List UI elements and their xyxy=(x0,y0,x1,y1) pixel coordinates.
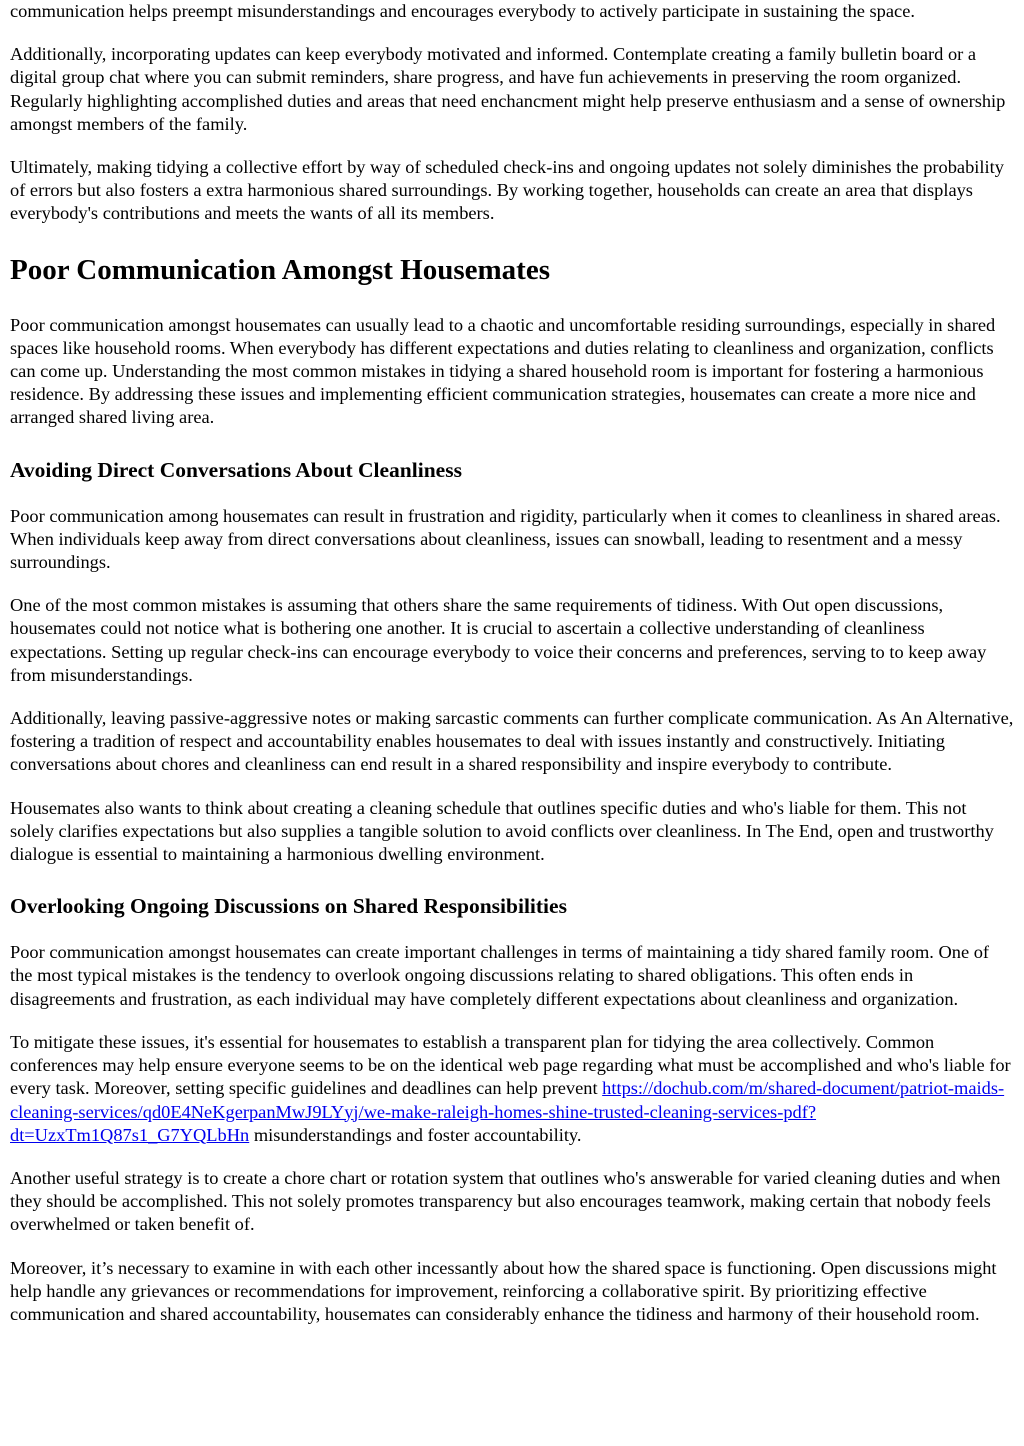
paragraph-overlook-2 xyxy=(10,1031,1014,1147)
paragraph-intro-continuation: communication helps preempt misunderstandings and encourages everybody to actively participate in sustaining the space. xyxy=(10,1,915,21)
paragraph-avoid-2: One of the most common mistakes is assuming that others share the same requirements of tidiness. With Out open discussions, housemates could not notice what is bothering one another. It is crucial to ascertain a collective understanding of cleanliness expectations. Setting up regular check-ins can encourage everybody to voice their concerns and preferences, serving to to keep away from misunderstandings. xyxy=(10,595,987,685)
paragraph-collective-effort: Ultimately, making tidying a collective effort by way of scheduled check-ins and ongoing updates not solely diminishes the probability of errors but also fosters a extra harmonious shared surroundings. By working together, households can create an area that displays everybody's contributions and meets the wants of all its members. xyxy=(10,157,1004,224)
paragraph-overlook-2-text-before: To mitigate these issues, it's essential for housemates to establish a transparent plan for tidying the area collectively. Common conferences may help ensure everyone seems to be on the identical web page regarding what must be accomplished and who's liable for every task. Moreover, setting specific guidelines and deadlines can help prevent xyxy=(10,1031,1011,1099)
paragraph-overlook-2-text-after: misunderstandings and foster accountability. xyxy=(249,1124,582,1145)
paragraph-updates: Additionally, incorporating updates can keep everybody motivated and informed. Contemplate creating a family bulletin board or a digital group chat where you can submit reminders, share progress, and have fun achievements in preserving the room organized. Regularly highlighting accomplished duties and areas that need enchancment might help preserve enthusiasm and a sense of ownership amongst members of the family. xyxy=(10,44,1006,134)
subheading-avoiding-direct-conversations: Avoiding Direct Conversations About Cleanliness xyxy=(10,457,462,482)
paragraph-poor-communication: Poor communication amongst housemates can usually lead to a chaotic and uncomfortable residing surroundings, especially in shared spaces like household rooms. When everybody has different expectations and duties relating to cleanliness and organization, conflicts can come up. Understanding the most common mistakes in tidying a shared household room is important for fostering a harmonious residence. By addressing these issues and implementing efficient communication strategies, housemates can create a more nice and arranged shared living area. xyxy=(10,314,996,428)
paragraph-avoid-1: Poor communication among housemates can result in frustration and rigidity, particularly when it comes to cleanliness in shared areas. When individuals keep away from direct conversations about cleanliness, issues can snowball, leading to resentment and a messy surroundings. xyxy=(10,505,1001,573)
paragraph-avoid-3: Additionally, leaving passive-aggressive notes or making sarcastic comments can further complicate communication. As An Alternative, fostering a tradition of respect and accountability enables housemates to deal with issues instantly and constructively. Initiating conversations about chores and cleanliness can end result in a shared responsibility and inspire everybody to contribute. xyxy=(10,708,1014,775)
paragraph-overlook-4: Moreover, it’s necessary to examine in with each other incessantly about how the shared space is functioning. Open discussions might help handle any grievances or recommendations for improvement, reinforcing a collaborative spirit. By prioritizing effective communication and shared accountability, housemates can considerably enhance the tidiness and harmony of their household room. xyxy=(10,1257,997,1324)
paragraph-avoid-4: Housemates also wants to think about creating a cleaning schedule that outlines specific duties and who's liable for them. This not solely clarifies expectations but also supplies a tangible solution to avoid conflicts over cleanliness. In The End, open and trustworthy dialogue is essential to maintaining a harmonious dwelling environment. xyxy=(10,797,994,865)
paragraph-overlook-3: Another useful strategy is to create a chore chart or rotation system that outlines who's answerable for varied cleaning duties and when they should be accomplished. This not solely promotes transparency but also encourages teamwork, making certain that nobody feels overwhelmed or taken benefit of. xyxy=(10,1167,1001,1235)
section-heading-poor-communication: Poor Communication Amongst Housemates xyxy=(10,253,550,286)
dochub-document-link[interactable]: https://dochub.com/m/shared-document/patriot-maids-cleaning-services/qd0E4NeKgerpanMwJ9LYyj/we-make-raleigh-homes-shine-trusted-cleaning-services-pdf?dt=UzxTm1Q87s1_G7YQLbHn xyxy=(10,1078,1005,1145)
subheading-overlooking-discussions: Overlooking Ongoing Discussions on Shared Responsibilities xyxy=(10,894,567,919)
paragraph-overlook-1: Poor communication amongst housemates can create important challenges in terms of maintaining a tidy shared family room. One of the most typical mistakes is the tendency to overlook ongoing discussions relating to shared obligations. This often ends in disagreements and frustration, as each individual may have completely different expectations about cleanliness and organization. xyxy=(10,942,990,1009)
